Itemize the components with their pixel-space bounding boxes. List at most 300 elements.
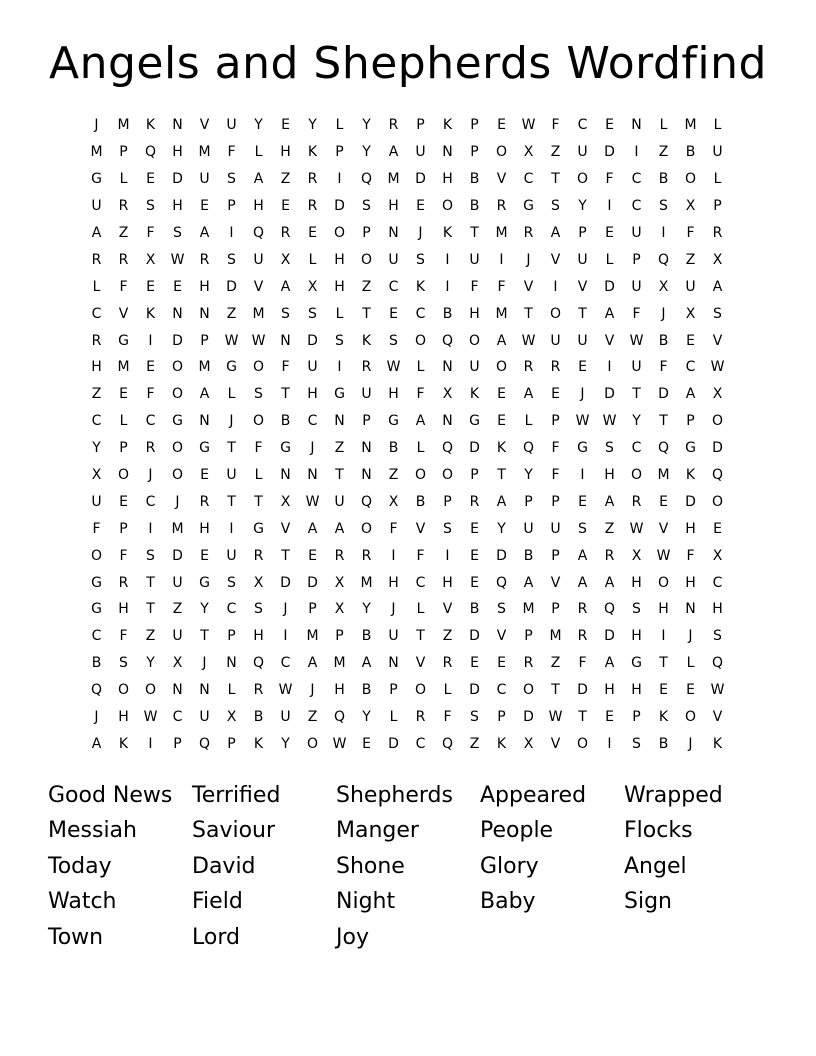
grid-letter: G xyxy=(91,171,102,188)
grid-letter: H xyxy=(388,386,399,403)
grid-letter: T xyxy=(227,493,236,510)
grid-letter: S xyxy=(713,628,722,645)
grid-letter: K xyxy=(415,278,426,295)
grid-letter: H xyxy=(631,682,642,699)
word-bank-item: Messiah xyxy=(48,818,137,844)
grid-letter: N xyxy=(442,144,453,161)
grid-letter: D xyxy=(172,332,183,349)
grid-letter: M xyxy=(198,359,211,376)
grid-letter: Z xyxy=(469,735,480,752)
grid-letter: I xyxy=(445,278,450,295)
grid-letter: F xyxy=(119,628,128,645)
grid-letter: E xyxy=(497,117,506,134)
grid-letter: P xyxy=(362,225,371,241)
grid-letter: P xyxy=(119,520,128,537)
grid-letter: M xyxy=(198,144,211,161)
grid-letter: E xyxy=(578,359,587,376)
grid-letter: F xyxy=(470,278,479,295)
grid-row xyxy=(83,327,731,354)
grid-letter: P xyxy=(470,117,479,134)
grid-letter: I xyxy=(283,628,288,645)
grid-letter: Z xyxy=(334,440,345,457)
grid-letter: X xyxy=(712,547,723,564)
word-bank-item: Shepherds xyxy=(336,782,453,808)
grid-letter: T xyxy=(551,682,560,699)
grid-letter: S xyxy=(146,198,155,215)
grid-letter: T xyxy=(578,305,587,322)
grid-letter: M xyxy=(90,144,103,161)
grid-letter: P xyxy=(173,735,182,752)
grid-letter: A xyxy=(523,386,534,403)
grid-letter: R xyxy=(442,655,453,672)
grid-letter: I xyxy=(445,251,450,268)
grid-letter: O xyxy=(360,520,373,537)
grid-letter: X xyxy=(685,305,696,322)
grid-letter: J xyxy=(391,601,396,618)
grid-letter: S xyxy=(254,386,263,403)
grid-letter: O xyxy=(657,574,670,591)
grid-letter: C xyxy=(631,171,642,188)
grid-letter: F xyxy=(281,359,290,376)
grid-letter: U xyxy=(415,144,426,161)
grid-letter: S xyxy=(254,601,263,618)
grid-letter: K xyxy=(658,709,669,726)
grid-letter: E xyxy=(686,332,695,349)
grid-letter: M xyxy=(171,520,184,537)
grid-letter: R xyxy=(631,493,642,510)
grid-letter: W xyxy=(521,332,536,349)
word-bank-item: Shone xyxy=(336,853,405,879)
grid-letter: F xyxy=(389,520,398,537)
grid-letter: H xyxy=(118,601,129,618)
grid-letter: K xyxy=(496,440,507,457)
grid-row xyxy=(83,542,731,569)
grid-letter: U xyxy=(199,709,210,726)
grid-letter: V xyxy=(496,628,507,645)
grid-letter: Z xyxy=(388,467,399,484)
grid-letter: U xyxy=(307,359,318,376)
grid-letter: X xyxy=(280,493,291,510)
grid-letter: S xyxy=(470,709,479,726)
word-bank-item: Watch xyxy=(48,889,117,915)
grid-letter: E xyxy=(497,413,506,430)
word-bank-item: Manger xyxy=(336,818,419,844)
word-bank-item: Good News xyxy=(48,782,173,808)
grid-letter: P xyxy=(632,709,641,726)
grid-letter: F xyxy=(497,278,506,295)
grid-letter: B xyxy=(685,144,696,161)
grid-row xyxy=(83,462,731,489)
grid-letter: Q xyxy=(252,655,265,672)
grid-letter: D xyxy=(604,278,615,295)
grid-letter: L xyxy=(227,682,236,699)
grid-letter: Q xyxy=(603,601,616,618)
grid-letter: D xyxy=(523,709,534,726)
grid-letter: V xyxy=(550,574,561,591)
grid-letter: F xyxy=(686,547,695,564)
grid-letter: R xyxy=(577,628,588,645)
grid-letter: C xyxy=(91,628,102,645)
grid-letter: O xyxy=(117,682,130,699)
grid-letter: U xyxy=(577,332,588,349)
grid-letter: T xyxy=(497,467,506,484)
grid-letter: E xyxy=(308,225,317,241)
grid-letter: D xyxy=(658,386,669,403)
grid-letter: Z xyxy=(280,171,291,188)
grid-letter: G xyxy=(172,413,183,430)
grid-letter: E xyxy=(578,493,587,510)
grid-letter: S xyxy=(578,520,587,537)
grid-letter: U xyxy=(631,225,642,241)
grid-letter: H xyxy=(388,198,399,215)
grid-letter: Q xyxy=(360,493,373,510)
word-bank-item: Night xyxy=(336,889,396,915)
grid-letter: J xyxy=(148,467,153,484)
grid-letter: U xyxy=(388,251,399,268)
word-bank-item: Wrapped xyxy=(624,782,723,808)
grid-letter: E xyxy=(146,359,155,376)
grid-letter: O xyxy=(684,171,697,188)
grid-letter: P xyxy=(308,601,317,618)
grid-letter: U xyxy=(685,278,696,295)
grid-letter: Z xyxy=(361,278,372,295)
grid-row xyxy=(83,596,731,623)
grid-letter: A xyxy=(307,655,318,672)
grid-letter: B xyxy=(469,601,480,618)
grid-letter: G xyxy=(118,332,129,349)
grid-letter: L xyxy=(686,655,695,672)
grid-letter: P xyxy=(389,682,398,699)
grid-letter: R xyxy=(307,198,318,215)
word-bank-item: Flocks xyxy=(624,818,693,844)
grid-letter: A xyxy=(712,278,723,295)
grid-letter: N xyxy=(172,305,183,322)
letter-grid xyxy=(83,112,731,757)
grid-letter: V xyxy=(415,655,426,672)
grid-letter: A xyxy=(496,332,507,349)
grid-letter: I xyxy=(661,225,666,241)
word-bank-item: Lord xyxy=(192,924,240,950)
grid-letter: Y xyxy=(524,467,533,484)
grid-letter: N xyxy=(199,413,210,430)
word-bank-item: Terrified xyxy=(192,782,281,808)
grid-letter: T xyxy=(578,709,587,726)
grid-letter: L xyxy=(416,601,425,618)
grid-letter: Z xyxy=(91,386,102,403)
grid-letter: H xyxy=(334,251,345,268)
grid-letter: H xyxy=(469,305,480,322)
grid-letter: P xyxy=(578,225,587,241)
grid-letter: A xyxy=(604,493,615,510)
grid-letter: S xyxy=(632,601,641,618)
grid-letter: U xyxy=(226,467,237,484)
grid-letter: R xyxy=(604,547,615,564)
grid-letter: O xyxy=(171,359,184,376)
grid-letter: J xyxy=(688,628,693,645)
grid-letter: A xyxy=(523,574,534,591)
grid-letter: O xyxy=(576,171,589,188)
grid-letter: R xyxy=(577,601,588,618)
grid-letter: Q xyxy=(495,574,508,591)
grid-letter: P xyxy=(551,413,560,430)
grid-letter: V xyxy=(118,305,129,322)
grid-letter: P xyxy=(119,144,128,161)
grid-letter: H xyxy=(334,278,345,295)
grid-letter: K xyxy=(442,225,453,241)
grid-letter: A xyxy=(91,735,102,752)
grid-letter: C xyxy=(523,171,534,188)
grid-letter: T xyxy=(659,655,668,672)
grid-letter: Y xyxy=(362,601,371,618)
grid-letter: X xyxy=(253,574,264,591)
grid-letter: Z xyxy=(604,520,615,537)
grid-letter: I xyxy=(391,547,396,564)
grid-letter: P xyxy=(362,413,371,430)
grid-letter: H xyxy=(604,682,615,699)
grid-letter: M xyxy=(333,655,346,672)
grid-letter: R xyxy=(523,359,534,376)
grid-letter: J xyxy=(688,735,693,752)
grid-letter: Q xyxy=(360,171,373,188)
grid-letter: W xyxy=(332,735,347,752)
grid-letter: H xyxy=(712,601,723,618)
word-bank xyxy=(48,778,768,956)
grid-letter: O xyxy=(117,467,130,484)
grid-letter: K xyxy=(307,144,318,161)
grid-letter: N xyxy=(388,655,399,672)
grid-letter: Y xyxy=(578,198,587,215)
grid-letter: F xyxy=(92,520,101,537)
grid-letter: O xyxy=(171,386,184,403)
grid-letter: B xyxy=(361,682,372,699)
grid-letter: P xyxy=(524,493,533,510)
grid-letter: B xyxy=(658,735,669,752)
grid-letter: O xyxy=(495,144,508,161)
grid-letter: F xyxy=(119,278,128,295)
grid-letter: W xyxy=(629,332,644,349)
grid-letter: J xyxy=(229,413,234,430)
word-bank-item: Sign xyxy=(624,889,672,915)
grid-letter: M xyxy=(387,171,400,188)
grid-letter: W xyxy=(386,359,401,376)
grid-letter: T xyxy=(416,628,425,645)
grid-letter: U xyxy=(550,520,561,537)
grid-letter: R xyxy=(388,117,399,134)
grid-letter: V xyxy=(604,332,615,349)
grid-letter: R xyxy=(334,547,345,564)
grid-letter: X xyxy=(280,251,291,268)
grid-letter: R xyxy=(523,655,534,672)
grid-letter: R xyxy=(280,225,291,241)
grid-letter: V xyxy=(712,709,723,726)
grid-letter: X xyxy=(523,144,534,161)
grid-letter: O xyxy=(684,709,697,726)
grid-letter: U xyxy=(523,520,534,537)
grid-letter: C xyxy=(388,278,399,295)
grid-letter: B xyxy=(415,493,426,510)
grid-letter: Y xyxy=(200,601,209,618)
grid-letter: Q xyxy=(657,251,670,268)
grid-letter: Q xyxy=(711,467,724,484)
grid-letter: R xyxy=(118,251,129,268)
word-bank-item: Town xyxy=(48,924,104,950)
grid-letter: R xyxy=(415,709,426,726)
grid-letter: S xyxy=(335,332,344,349)
grid-letter: O xyxy=(306,735,319,752)
grid-letter: P xyxy=(551,601,560,618)
grid-letter: T xyxy=(281,547,290,564)
grid-letter: E xyxy=(470,574,479,591)
grid-letter: O xyxy=(414,332,427,349)
grid-letter: P xyxy=(686,413,695,430)
grid-letter: E xyxy=(281,198,290,215)
grid-letter: D xyxy=(604,386,615,403)
grid-letter: U xyxy=(577,144,588,161)
grid-letter: E xyxy=(713,520,722,537)
grid-letter: T xyxy=(200,628,209,645)
grid-row xyxy=(83,488,731,515)
grid-letter: O xyxy=(171,467,184,484)
grid-letter: S xyxy=(281,305,290,322)
grid-letter: M xyxy=(684,117,697,134)
grid-letter: W xyxy=(521,117,536,134)
word-bank-row xyxy=(48,920,768,956)
grid-letter: B xyxy=(523,547,534,564)
grid-letter: I xyxy=(337,171,342,188)
grid-letter: D xyxy=(280,574,291,591)
grid-letter: L xyxy=(389,709,398,726)
grid-letter: L xyxy=(119,413,128,430)
grid-letter: Q xyxy=(522,440,535,457)
grid-letter: R xyxy=(361,547,372,564)
grid-letter: Y xyxy=(308,117,317,134)
grid-letter: S xyxy=(605,440,614,457)
grid-letter: O xyxy=(252,413,265,430)
grid-letter: N xyxy=(226,655,237,672)
word-bank-item: Angel xyxy=(624,853,687,879)
grid-letter: F xyxy=(119,547,128,564)
grid-letter: Y xyxy=(497,520,506,537)
grid-letter: V xyxy=(550,251,561,268)
grid-letter: D xyxy=(469,628,480,645)
grid-letter: N xyxy=(334,413,345,430)
grid-letter: A xyxy=(307,520,318,537)
grid-letter: A xyxy=(388,144,399,161)
grid-letter: C xyxy=(145,413,156,430)
grid-letter: R xyxy=(712,225,723,241)
grid-letter: W xyxy=(305,493,320,510)
grid-letter: Y xyxy=(632,413,641,430)
grid-letter: K xyxy=(253,735,264,752)
grid-letter: G xyxy=(469,413,480,430)
grid-letter: J xyxy=(175,493,180,510)
grid-letter: W xyxy=(710,682,725,699)
grid-letter: E xyxy=(362,735,371,752)
grid-letter: G xyxy=(91,601,102,618)
grid-letter: J xyxy=(661,305,666,322)
grid-letter: K xyxy=(469,386,480,403)
grid-letter: J xyxy=(310,440,315,457)
grid-letter: P xyxy=(551,547,560,564)
word-bank-item: Today xyxy=(48,853,112,879)
grid-letter: R xyxy=(91,332,102,349)
grid-letter: D xyxy=(712,440,723,457)
grid-letter: F xyxy=(146,386,155,403)
grid-row xyxy=(83,381,731,408)
grid-letter: Z xyxy=(172,601,183,618)
grid-letter: N xyxy=(280,332,291,349)
grid-letter: H xyxy=(199,520,210,537)
grid-letter: Y xyxy=(362,144,371,161)
grid-letter: L xyxy=(524,413,533,430)
grid-letter: C xyxy=(172,709,183,726)
grid-letter: I xyxy=(553,278,558,295)
word-bank-item: Joy xyxy=(336,924,369,950)
grid-letter: A xyxy=(577,547,588,564)
grid-letter: U xyxy=(91,493,102,510)
grid-letter: I xyxy=(229,520,234,537)
grid-letter: P xyxy=(470,144,479,161)
grid-letter: R xyxy=(91,251,102,268)
grid-letter: C xyxy=(631,198,642,215)
grid-letter: F xyxy=(659,359,668,376)
grid-letter: S xyxy=(497,601,506,618)
grid-letter: D xyxy=(334,198,345,215)
grid-letter: T xyxy=(470,225,479,241)
grid-letter: D xyxy=(469,682,480,699)
grid-letter: L xyxy=(254,467,263,484)
grid-letter: R xyxy=(118,198,129,215)
grid-letter: O xyxy=(630,467,643,484)
grid-letter: N xyxy=(172,682,183,699)
grid-letter: Y xyxy=(362,709,371,726)
grid-letter: W xyxy=(575,413,590,430)
grid-letter: Q xyxy=(711,655,724,672)
grid-letter: L xyxy=(254,144,263,161)
grid-letter: B xyxy=(658,332,669,349)
grid-letter: H xyxy=(388,574,399,591)
grid-letter: U xyxy=(469,251,480,268)
grid-letter: O xyxy=(171,440,184,457)
grid-letter: X xyxy=(523,735,534,752)
grid-letter: U xyxy=(172,574,183,591)
grid-letter: Q xyxy=(441,332,454,349)
grid-letter: U xyxy=(712,144,723,161)
grid-letter: U xyxy=(361,386,372,403)
grid-letter: K xyxy=(685,467,696,484)
grid-letter: R xyxy=(496,198,507,215)
grid-letter: O xyxy=(549,305,562,322)
grid-letter: E xyxy=(470,520,479,537)
grid-letter: A xyxy=(334,520,345,537)
grid-letter: D xyxy=(172,171,183,188)
grid-letter: P xyxy=(524,628,533,645)
grid-letter: N xyxy=(442,413,453,430)
grid-letter: E xyxy=(416,198,425,215)
grid-letter: X xyxy=(226,709,237,726)
grid-letter: R xyxy=(118,574,129,591)
grid-letter: P xyxy=(713,198,722,215)
grid-row xyxy=(83,300,731,327)
grid-letter: O xyxy=(495,359,508,376)
grid-letter: K xyxy=(118,735,129,752)
grid-letter: V xyxy=(577,278,588,295)
grid-letter: X xyxy=(658,278,669,295)
grid-letter: G xyxy=(577,440,588,457)
grid-letter: E xyxy=(497,655,506,672)
grid-letter: O xyxy=(360,251,373,268)
grid-letter: T xyxy=(335,467,344,484)
